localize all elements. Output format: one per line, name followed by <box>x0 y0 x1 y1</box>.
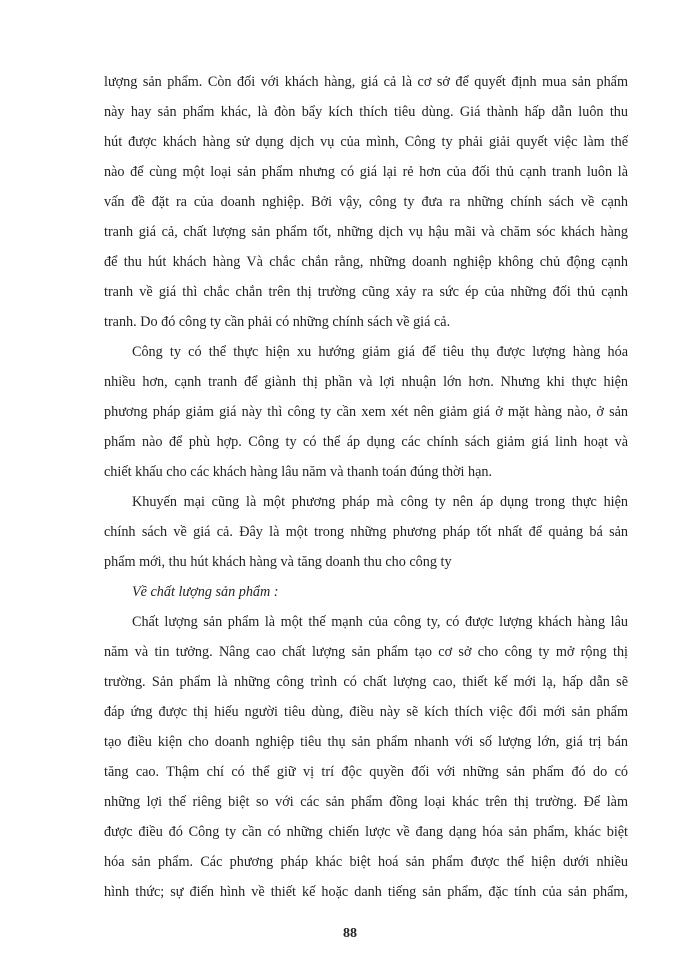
text-line: tăng cao. Thậm chí có thể giữ vị trí độc quyền đối với những sản phẩm đó do có <box>104 764 628 780</box>
text-line: Khuyến mại cũng là một phương pháp mà công ty nên áp dụng trong thực hiện <box>132 494 628 510</box>
text-line: Chất lượng sản phẩm là một thế mạnh của công ty, có được lượng khách hàng lâu <box>132 614 628 630</box>
text-line: những lợi thế riêng biệt so với các sản phẩm đồng loại khác trên thị trường. Để làm <box>104 794 628 810</box>
text-line: được điều đó Công ty cần có những chiến lược về đang dạng hóa sản phẩm, khác biệt <box>104 824 628 840</box>
text-line: lượng sản phẩm. Còn đối với khách hàng, giá cả là cơ sở để quyết định mua sản phẩm <box>104 74 628 90</box>
text-line: tranh. Do đó công ty cần phải có những chính sách về giá cả. <box>104 314 451 330</box>
text-line: phương pháp giảm giá này thì công ty cần xem xét nên giảm giá ở mặt hàng nào, ở sản <box>104 404 628 420</box>
text-line: đáp ứng được thị hiếu người tiêu dùng, điều này sẽ kích thích việc đổi mới sản phẩm <box>104 704 628 720</box>
text-line: năm và tin tưởng. Nâng cao chất lượng sản phẩm tạo cơ sở cho công ty mở rộng thị <box>104 644 628 660</box>
text-line: vấn đề đặt ra của doanh nghiệp. Bởi vậy, công ty đưa ra những chính sách về cạnh <box>104 194 628 210</box>
section-heading: Về chất lượng sản phẩm : <box>132 584 279 600</box>
text-line: hút được khách hàng sử dụng dịch vụ của mình, Công ty phải giải quyết việc làm thế <box>104 134 628 150</box>
text-line: chiết khấu cho các khách hàng lâu năm và thanh toán đúng thời hạn. <box>104 464 493 480</box>
text-line: trường. Sản phẩm là những công trình có chất lượng cao, thiết kế mới lạ, hấp dẫn sẽ <box>104 674 628 690</box>
text-line: hình thức; sự điển hình về thiết kế hoặc danh tiếng sản phẩm, đặc tính của sản phẩm, <box>104 884 628 900</box>
text-line: phẩm mới, thu hút khách hàng và tăng doanh thu cho công ty <box>104 554 452 570</box>
text-line: tranh giá cả, chất lượng sản phẩm tốt, những dịch vụ hậu mãi và chăm sóc khách hàng <box>104 224 628 240</box>
text-line: nhiều hơn, cạnh tranh để giành thị phần và lợi nhuận lớn hơn. Nhưng khi thực hiện <box>104 374 628 390</box>
text-line: tạo điều kiện cho doanh nghiệp tiêu thụ sản phẩm nhanh với số lượng lớn, giá trị bán <box>104 734 628 750</box>
text-line: hóa sản phẩm. Các phương pháp khác biệt hoá sản phẩm được thể hiện dưới nhiều <box>104 854 628 870</box>
page-number: 88 <box>343 926 357 941</box>
text-line: này hay sản phẩm khác, là đòn bẩy kích thích tiêu dùng. Giá thành hấp dẫn luôn thu <box>104 104 628 120</box>
text-line: nào để cùng một loại sản phẩm nhưng có giá lại rẻ hơn của đối thủ cạnh tranh luôn là <box>104 164 628 180</box>
text-line: tranh về giá thì chắc chắn trên thị trường cũng xảy ra sức ép của những đối thủ cạnh <box>104 284 628 300</box>
text-line: phẩm nào để phù hợp. Công ty có thể áp dụng các chính sách giảm giá linh hoạt và <box>104 434 628 450</box>
text-line: Công ty có thể thực hiện xu hướng giảm giá để tiêu thụ được lượng hàng hóa <box>132 344 628 360</box>
text-line: chính sách về giá cả. Đây là một trong những phương pháp tốt nhất để quảng bá sản <box>104 524 628 540</box>
text-line: để thu hút khách hàng Và chắc chắn rằng, những doanh nghiệp không chủ động cạnh <box>104 254 628 270</box>
